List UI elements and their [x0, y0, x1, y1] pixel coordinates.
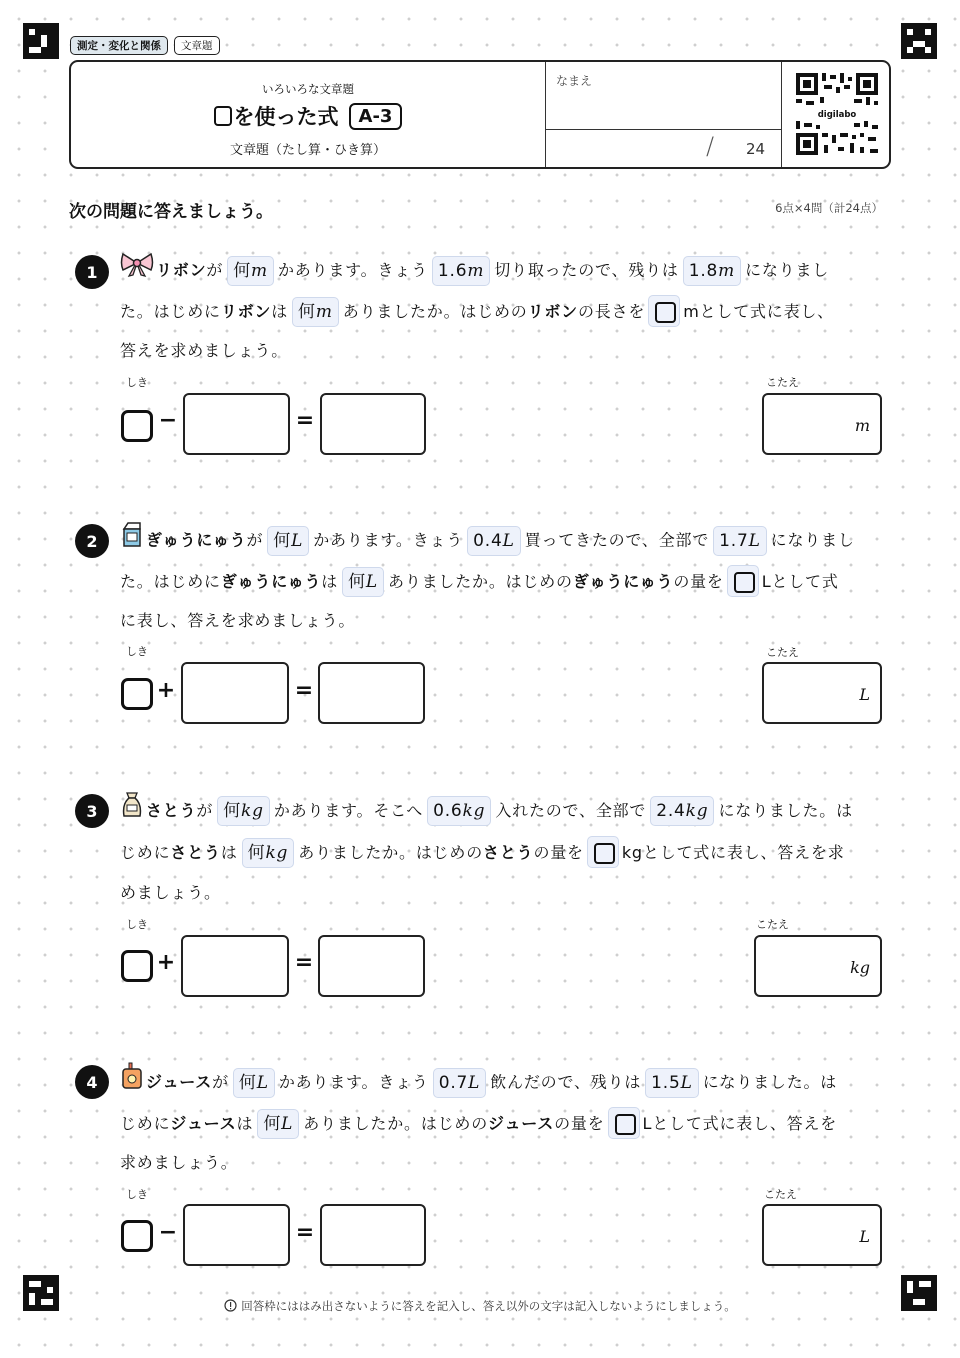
- worksheet-title: を使った式: [233, 105, 339, 129]
- equals-sign: =: [295, 1220, 315, 1245]
- qr-label: digilabo: [817, 110, 857, 120]
- square-placeholder-icon: [214, 106, 232, 126]
- unknown-chip: 何m: [227, 256, 274, 286]
- points-info: 6点×4問（計24点）: [775, 201, 883, 215]
- problem-number: 1: [75, 255, 109, 289]
- equals-sign: =: [294, 678, 314, 703]
- kotae-label: こたえ: [764, 1188, 797, 1201]
- worksheet-code: A-3: [349, 103, 403, 130]
- answer-box[interactable]: [754, 935, 882, 997]
- problem-text: ジュースが 何L かあります。きょう 0.7L 飲んだので、残りは 1.5L になりました。は じめにジュースは 何L ありましたか。はじめのジュースの量を Lとして式に表し、答えを 求めましょう。: [120, 1062, 895, 1182]
- corner-marker-top-right: [901, 23, 937, 59]
- ribbon-icon: [120, 250, 154, 292]
- unknown-square: [121, 410, 153, 442]
- problem-text: ぎゅうにゅうが 何L かあります。きょう 0.4L 買ってきたので、全部で 1.7L になりまし た。はじめにぎゅうにゅうは 何L ありましたか。はじめのぎゅうにゅうの量を Lとして式 に表し、答えを求めましょう。: [120, 520, 895, 640]
- equals-sign: =: [295, 408, 315, 433]
- unknown-chip: 何L: [233, 1068, 275, 1098]
- answer-unit: L: [859, 1227, 870, 1246]
- amount-chip: 0.7L: [433, 1068, 487, 1098]
- amount-chip: 0.4L: [467, 526, 521, 556]
- problem-number: 4: [75, 1065, 109, 1099]
- item-name: さとう: [146, 801, 197, 820]
- amount-chip: 0.6kg: [427, 796, 491, 826]
- result-chip: 1.5L: [645, 1068, 699, 1098]
- answer-box[interactable]: [762, 1204, 882, 1266]
- result-input-box[interactable]: [320, 393, 426, 455]
- qr-code-icon[interactable]: [794, 71, 880, 157]
- result-chip: 1.8m: [683, 256, 741, 286]
- problem-text: リボンが 何m かあります。きょう 1.6m 切り取ったので、残りは 1.8m になりまし た。はじめにリボンは 何m ありましたか。はじめのリボンの長さを mとして式に表し、 答えを求めましょう。: [120, 250, 895, 370]
- answer-box[interactable]: [762, 662, 882, 724]
- expression-input-box[interactable]: [183, 393, 290, 455]
- square-placeholder-icon: [608, 1107, 640, 1139]
- shiki-label: しき: [126, 645, 148, 658]
- score-field[interactable]: [546, 129, 781, 169]
- answer-unit: m: [854, 416, 870, 435]
- worksheet-caption: 文章題（たし算・ひき算）: [229, 143, 386, 158]
- unknown-chip: 何L: [342, 567, 384, 597]
- square-placeholder-icon: [727, 565, 759, 597]
- kotae-label: こたえ: [766, 376, 799, 389]
- category-tags: [70, 36, 220, 55]
- square-placeholder-icon: [587, 836, 619, 868]
- expression-input-box[interactable]: [183, 1204, 290, 1266]
- info-icon: [224, 1299, 237, 1312]
- footer-text: 回答枠にははみ出さないように答えを記入し、答え以外の文字は記入しないようにしましょう。: [241, 1299, 736, 1313]
- milk-carton-icon: [120, 520, 144, 562]
- unknown-square: [121, 950, 153, 982]
- unknown-square: [121, 1220, 153, 1252]
- square-placeholder-icon: [648, 295, 680, 327]
- operator-sign: −: [158, 408, 178, 433]
- operator-sign: −: [158, 1220, 178, 1245]
- unknown-chip: 何kg: [217, 796, 270, 826]
- unknown-chip: 何kg: [242, 838, 295, 868]
- answer-unit: kg: [850, 958, 870, 977]
- operator-sign: +: [156, 678, 176, 703]
- type-tag: 文章題: [174, 36, 220, 55]
- item-name: ぎゅうにゅう: [146, 530, 247, 550]
- item-name: ジュース: [146, 1072, 213, 1092]
- expression-input-box[interactable]: [181, 935, 289, 997]
- name-score-block: [546, 62, 782, 167]
- score-slash: /: [706, 132, 715, 160]
- unknown-chip: 何L: [267, 526, 309, 556]
- problem-number: 3: [75, 794, 109, 828]
- result-chip: 1.7L: [713, 526, 767, 556]
- kotae-label: こたえ: [766, 646, 799, 659]
- unknown-square: [121, 678, 153, 710]
- instruction-text: 次の問題に答えましょう。: [69, 202, 273, 222]
- juice-icon: [120, 1062, 144, 1104]
- expression-input-box[interactable]: [181, 662, 289, 724]
- corner-marker-top-left: [23, 23, 59, 59]
- shiki-label: しき: [126, 376, 148, 389]
- equals-sign: =: [294, 950, 314, 975]
- worksheet-header: [69, 60, 891, 169]
- worksheet-subtitle: いろいろな文章題: [262, 82, 354, 96]
- problem-text: さとうが 何kg かあります。そこへ 0.6kg 入れたので、全部で 2.4kg になりました。は じめにさとうは 何kg ありましたか。はじめのさとうの量を kgとして式に表し、答えを求 めましょう。: [120, 790, 895, 913]
- result-input-box[interactable]: [318, 662, 425, 724]
- unknown-chip: 何L: [257, 1109, 299, 1139]
- answer-box[interactable]: [762, 393, 882, 455]
- shiki-label: しき: [126, 918, 148, 931]
- name-label: なまえ: [556, 74, 593, 88]
- footer-note: [0, 1298, 960, 1314]
- amount-chip: 1.6m: [432, 256, 490, 286]
- problem-number: 2: [75, 524, 109, 558]
- result-input-box[interactable]: [320, 1204, 426, 1266]
- operator-sign: +: [156, 950, 176, 975]
- total-score: 24: [746, 140, 766, 158]
- kotae-label: こたえ: [756, 918, 789, 931]
- title-block: [71, 62, 546, 167]
- qr-block: [782, 62, 891, 167]
- result-input-box[interactable]: [318, 935, 425, 997]
- answer-unit: L: [859, 685, 870, 704]
- shiki-label: しき: [126, 1188, 148, 1201]
- category-tag: 測定・変化と関係: [70, 36, 168, 55]
- sugar-bag-icon: [120, 790, 144, 833]
- unknown-chip: 何m: [292, 297, 339, 327]
- result-chip: 2.4kg: [650, 796, 714, 826]
- item-name: リボン: [156, 260, 207, 280]
